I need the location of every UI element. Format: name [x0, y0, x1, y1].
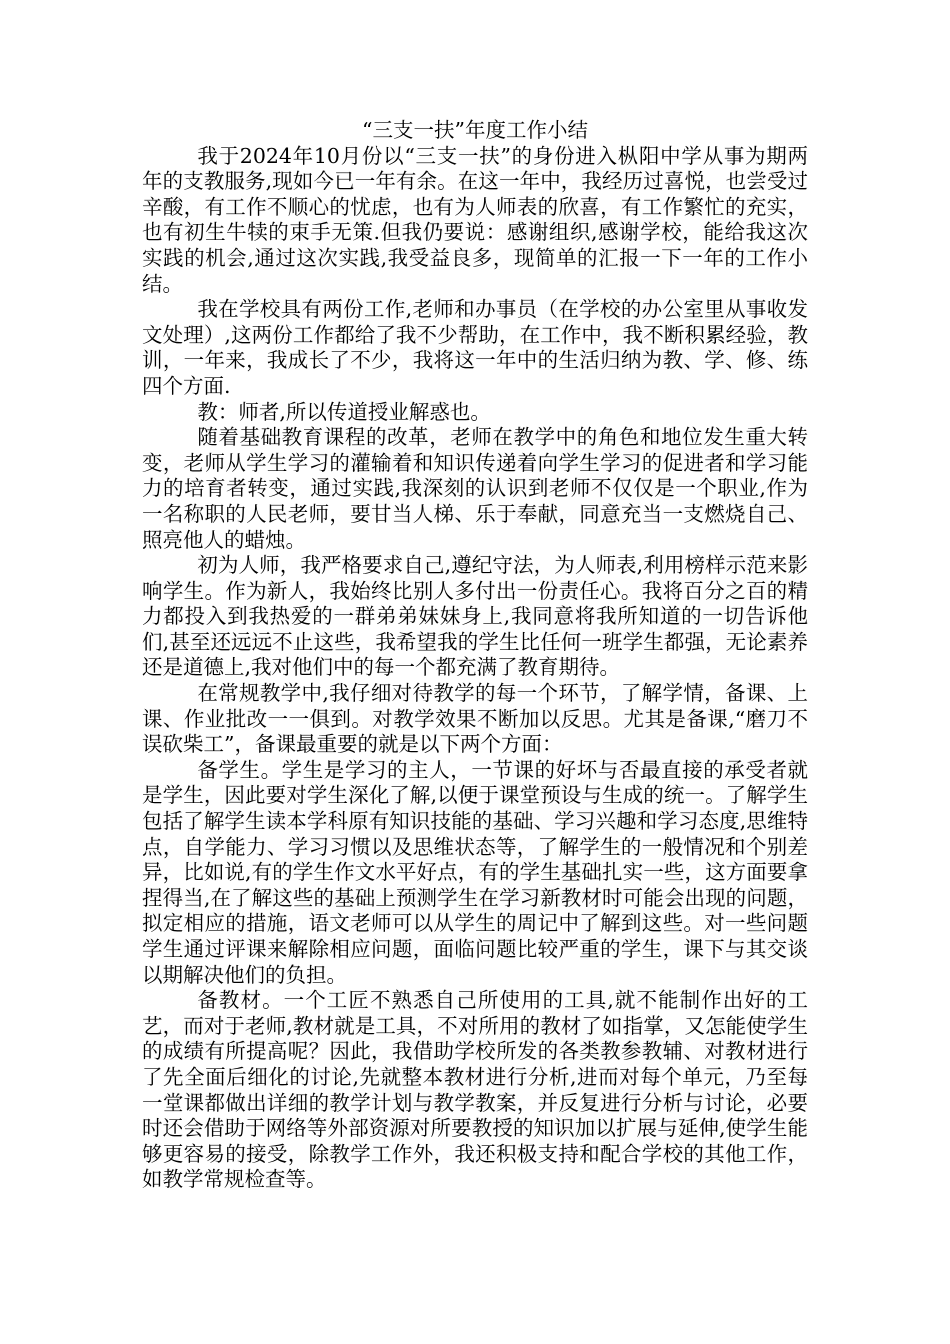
document-page [142, 118, 808, 1193]
paragraph-routine-teaching: 在常规教学中,我仔细对待教学的每一个环节，了解学情，备课、上课、作业批改一一俱到。对教学效果不断加以反思。尤其是备课,“磨刀不误砍柴工”，备课最重要的就是以下两个方面： [142, 681, 808, 757]
paragraph-two-jobs: 我在学校具有两份工作,老师和办事员（在学校的办公室里从事收发文处理）,这两份工作都给了我不少帮助，在工作中，我不断积累经验，教训，一年来，我成长了不少，我将这一年中的生活归纳为教、学、修、练四个方面. [142, 297, 808, 398]
paragraph-intro: 我于2024年10月份以“三支一扶”的身份进入枞阳中学从事为期两年的支教服务,现如今已一年有余。在这一年中，我经历过喜悦，也尝受过辛酸，有工作不顺心的忧虑，也有为人师表的欣喜，有工作繁忙的充实，也有初生牛犊的束手无策.但我仍要说：感谢组织,感谢学校，能给我这次实践的机会,通过这次实践,我受益良多，现简单的汇报一下一年的工作小结。 [142, 143, 808, 296]
paragraph-prepare-students: 备学生。学生是学习的主人，一节课的好坏与否最直接的承受者就是学生，因此要对学生深化了解,以便于课堂预设与生成的统一。了解学生包括了解学生读本学科原有知识技能的基础、学习兴趣和学习态度,思维特点，自学能力、学习习惯以及思维状态等，了解学生的一般情况和个别差异，比如说,有的学生作文水平好点，有的学生基础扎实一些，这方面要拿捏得当,在了解这些的基础上预测学生在学习新教材时可能会出现的问题，拟定相应的措施，语文老师可以从学生的周记中了解到这些。对一些问题学生通过评课来解除相应问题，面临问题比较严重的学生，课下与其交谈以期解决他们的负担。 [142, 757, 808, 987]
paragraph-prepare-materials: 备教材。一个工匠不熟悉自己所使用的工具,就不能制作出好的工艺，而对于老师,教材就是工具，不对所用的教材了如指掌，又怎能使学生的成绩有所提高呢？因此，我借助学校所发的各类教参教辅、对教材进行了先全面后细化的讨论,先就整本教材进行分析,进而对每个单元，乃至每一堂课都做出详细的教学计划与教学教案，并反复进行分析与讨论，必要时还会借助于网络等外部资源对所要教授的知识加以扩展与延伸,使学生能够更容易的接受，除教学工作外，我还积极支持和配合学校的其他工作，如教学常规检查等。 [142, 988, 808, 1192]
document-title: “三支一扶”年度工作小结 [362, 118, 588, 142]
paragraph-curriculum-reform: 随着基础教育课程的改革，老师在教学中的角色和地位发生重大转变，老师从学生学习的灌输着和知识传递着向学生学习的促进者和学习能力的培育者转变，通过实践,我深刻的认识到老师不仅仅是一个职业,作为一名称职的人民老师，要甘当人梯、乐于奉献，同意充当一支燃烧自己、照亮他人的蜡烛。 [142, 425, 808, 552]
paragraph-new-teacher: 初为人师，我严格要求自己,遵纪守法，为人师表,利用榜样示范来影响学生。作为新人，我始终比别人多付出一份责任心。我将百分之百的精力都投入到我热爱的一群弟弟妹妹身上,我同意将我所知道的一切告诉他们,甚至还远远不止这些，我希望我的学生比任何一班学生都强，无论素养还是道德上,我对他们中的每一个都充满了教育期待。 [142, 553, 808, 680]
paragraph-teaching-heading: 教：师者,所以传道授业解惑也。 [197, 399, 491, 424]
